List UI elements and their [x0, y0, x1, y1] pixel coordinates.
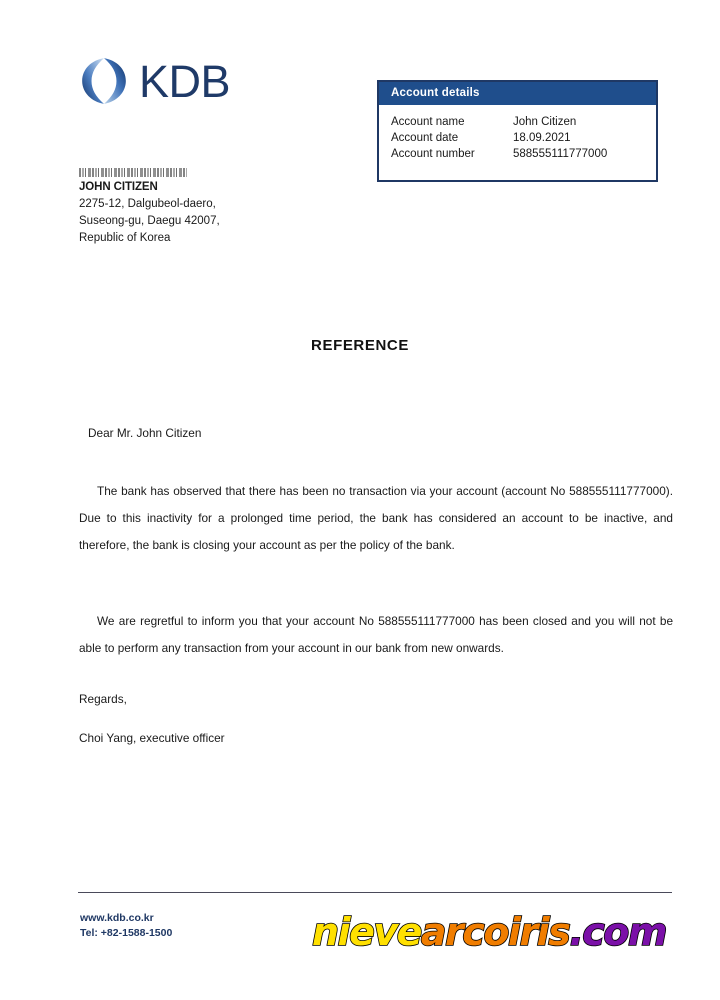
- account-number-value: 588555111777000: [513, 148, 608, 160]
- body-paragraph-1-text: The bank has observed that there has been no transaction via your account (account No 588555111777000). Due to this inactivity for a prolonged time period, the bank has considered an account to be inactive, and therefore, the bank is closing your account as per the policy of the bank.: [79, 484, 673, 552]
- account-details-box: [377, 80, 658, 182]
- account-number-label: Account number: [391, 148, 475, 160]
- site-watermark: [312, 910, 667, 954]
- body-paragraph-1: [79, 478, 673, 559]
- account-details-body: [379, 105, 656, 180]
- account-date-value: 18.09.2021: [513, 132, 571, 144]
- brand-wordmark: KDB: [139, 55, 231, 107]
- footer-website: www.kdb.co.kr: [80, 912, 154, 924]
- account-details-row: [391, 114, 656, 130]
- addressee-block: [79, 168, 220, 247]
- addressee-country: Republic of Korea: [79, 232, 171, 244]
- addressee-city: Suseong-gu, Daegu 42007,: [79, 215, 220, 227]
- watermark-part-3: .com: [569, 910, 667, 954]
- brand-logo: [78, 55, 230, 107]
- footer-telephone: Tel: +82-1588-1500: [80, 927, 173, 939]
- watermark-part-1: nieve: [312, 910, 421, 954]
- salutation: Dear Mr. John Citizen: [88, 426, 202, 440]
- account-name-value: John Citizen: [513, 116, 577, 128]
- redacted-address-line: [79, 168, 187, 177]
- body-paragraph-2-text: We are regretful to inform you that your account No 588555111777000 has been closed and you will not be able to perform any transaction from your account in our bank from new onwards.: [79, 614, 673, 655]
- body-paragraph-2: [79, 608, 673, 662]
- addressee-name: JOHN CITIZEN: [79, 181, 158, 193]
- account-details-title: Account details: [379, 82, 656, 105]
- footer-contact-block: [80, 911, 172, 941]
- watermark-part-2: arcoiris: [420, 910, 570, 954]
- account-details-row: [391, 130, 656, 146]
- closing-salutation: Regards,: [79, 692, 127, 706]
- account-date-label: Account date: [391, 132, 459, 144]
- signer-name: Choi Yang, executive officer: [79, 731, 225, 745]
- document-title: REFERENCE: [311, 337, 409, 354]
- kdb-diamond-logo-icon: [78, 55, 130, 107]
- account-details-row: [391, 146, 656, 162]
- footer-divider: [78, 892, 672, 893]
- account-name-label: Account name: [391, 116, 465, 128]
- addressee-street: 2275-12, Dalgubeol-daero,: [79, 198, 216, 210]
